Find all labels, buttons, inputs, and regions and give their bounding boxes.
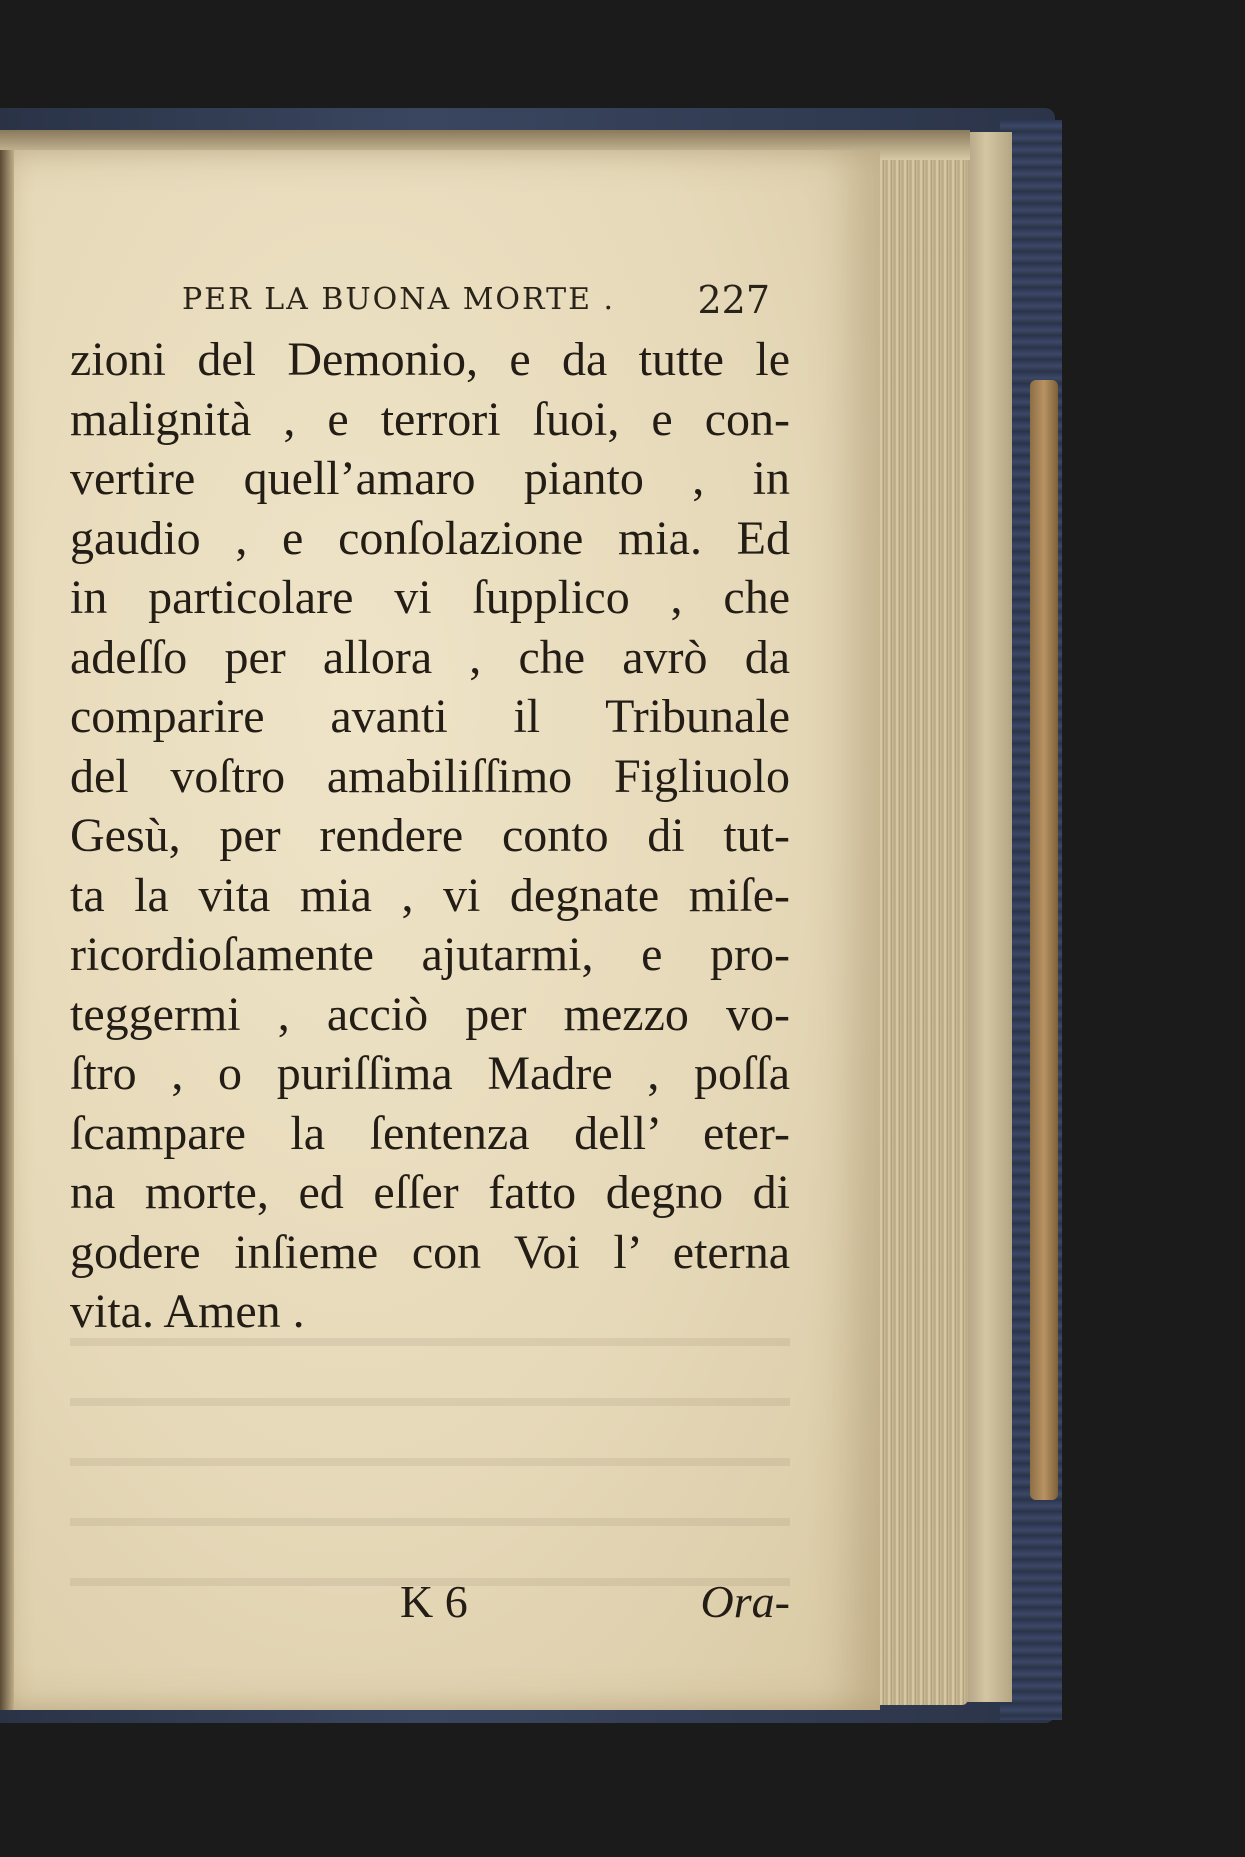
page-footer bbox=[70, 1575, 790, 1635]
text-line: ſcampare la ſentenza dell’ eter- bbox=[70, 1106, 790, 1160]
show-through-text bbox=[70, 1300, 790, 1600]
text-line: teggermi , acciò per mezzo vo- bbox=[70, 987, 790, 1041]
text-line: comparire avanti il Tribunale bbox=[70, 690, 790, 743]
text-line: Gesù, per rendere conto di tut- bbox=[70, 809, 790, 862]
text-line: godere inſieme con Voi l’ eterna bbox=[70, 1225, 790, 1279]
torn-cover-strip bbox=[1030, 380, 1058, 1500]
signature-mark: K 6 bbox=[400, 1576, 468, 1627]
text-line: ſtro , o puriſſima Madre , poſſa bbox=[70, 1047, 790, 1100]
text-line: ricordioſamente ajutarmi, e pro- bbox=[70, 928, 790, 981]
text-line: del voſtro amabiliſſimo Figliuolo bbox=[70, 749, 790, 803]
text-line: in particolare vi ſupplico , che bbox=[70, 571, 790, 624]
running-title: PER LA BUONA MORTE . bbox=[182, 282, 616, 317]
body-text bbox=[70, 330, 790, 1342]
page-block-edges bbox=[868, 150, 968, 1705]
running-head bbox=[70, 278, 776, 322]
text-line: ta la vita mia , vi degnate miſe- bbox=[70, 868, 790, 922]
text-line: vertire quell’amaro pianto , in bbox=[70, 452, 790, 505]
text-line: zioni del Demonio, e da tutte le bbox=[70, 333, 790, 386]
text-line: malignità , e terrori ſuoi, e con- bbox=[70, 392, 790, 446]
text-line: gaudio , e conſolazione mia. Ed bbox=[70, 511, 790, 565]
catchword: Ora- bbox=[700, 1576, 790, 1627]
text-line: na morte, ed eſſer fatto degno di bbox=[70, 1166, 790, 1219]
page-number: 227 bbox=[697, 278, 770, 322]
page-gutter bbox=[0, 150, 14, 1710]
text-line: adeſſo per allora , che avrò da bbox=[70, 630, 790, 684]
text-line: vita. Amen . bbox=[70, 1285, 305, 1338]
